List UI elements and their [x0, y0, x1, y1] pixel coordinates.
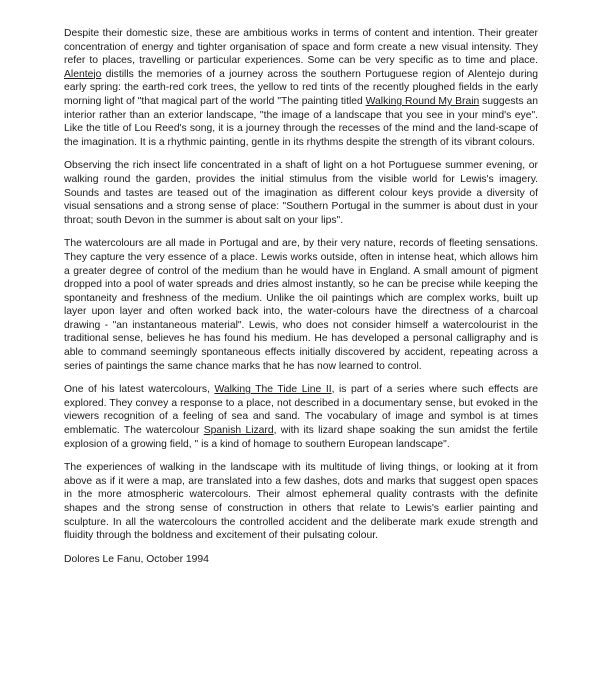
paragraph-2: Observing the rich insect life concentrated in a shaft of light on a hot Portuguese summer evening, or walking round the garden, provides the initial stimulus from the visible world for Lewis's imagery. Sounds and tastes are teased out of the imagination as different colour keys provide a diversity of visual sensations and a strong sense of place: "Southern Portugal in the summer is about dust in your throat; south Devon in the summer is about salt on your lips".	[64, 160, 538, 226]
paragraph-1	[64, 27, 538, 149]
paragraph-4-text-b: , is part of a series where such effects are explored. They convey a response to a place, not described in a documentary sense, but evoked in the viewers recognition of a feeling of sea and sand. The vocabulary of image and symbol is at times emblematic. The watercolour	[64, 384, 538, 437]
author-signature: Dolores Le Fanu, October 1994	[64, 553, 209, 565]
paragraph-4-text-c: , with its lizard shape soaking the sun amidst the fertile explosion of a growing field, " is a kind of homage to southern European landscape".	[64, 425, 538, 450]
paragraph-1-text-a: Despite their domestic size, these are ambitious works in terms of content and intention. Their greater concentration of energy and tighter organisation of space and form create a new visual intensity. They refer to places, travelling or particular experiences. Some can be very specific as to time and place.	[64, 28, 538, 67]
paragraph-5: The experiences of walking in the landscape with its multitude of living things, or looking at it from above as if it were a map, are translated into a few dashes, dots and marks that suggest open spaces in the more atmospheric watercolours. Their almost ephemeral quality contrasts with the definite shapes and the strong sense of construction in others that relate to Lewis's earlier painting and sculpture. In all the watercolours the controlled accident and the deliberate mark exude strength and fluidity through the boldness and excitement of their pulsating colour.	[64, 462, 538, 542]
paragraph-1-text-c: suggests an interior rather than an exterior landscape, "the image of a landscape that you see in your mind's eye". Like the title of Lou Reed's song, it is a journey through the recesses of the mind and the land-scape of the imagination. It is a rhythmic painting, gentle in its rhythms despite the strength of its vibrant colours.	[64, 95, 538, 148]
essay-page	[64, 27, 538, 576]
title-spanish-lizard: Spanish Lizard	[203, 425, 274, 437]
paragraph-4-text-a: One of his latest watercolours,	[64, 384, 215, 396]
paragraph-1-text-b: distills the memories of a journey across the southern Portuguese region of Alentejo during early spring: the earth-red cork trees, the yellow to red tints of the recently ploughed fields in the early morning light of "that magical part of the world "The painting titled	[64, 68, 538, 107]
paragraph-4	[64, 383, 538, 451]
title-walking-the-tide-line-ii: Walking The Tide Line II	[214, 384, 332, 396]
paragraph-3: The watercolours are all made in Portugal and are, by their very nature, records of fleeting sensations. They capture the very essence of a place. Lewis works outside, often in intense heat, which allows him a greater degree of control of the medium than he would have in England. A small amount of pigment dropped into a pool of water spreads and dries almost instantly, so he can be precise while keeping the spontaneity and freshness of the medium. Unlike the oil paintings which are complex works, built up layer upon layer and often worked back into, the water-colours have the directness of a charcoal drawing - "an instantaneous material". Lewis, who does not consider himself a watercolourist in the traditional sense, believes he has found his medium. He has developed a personal calligraphy and is able to command seemingly spontaneous effects initially discovered by accident, repeating across a series of paintings the same chance marks that he has now learned to control.	[64, 238, 538, 372]
title-walking-round-my-brain: Walking Round My Brain	[365, 95, 480, 107]
title-alentejo: Alentejo	[64, 68, 102, 80]
